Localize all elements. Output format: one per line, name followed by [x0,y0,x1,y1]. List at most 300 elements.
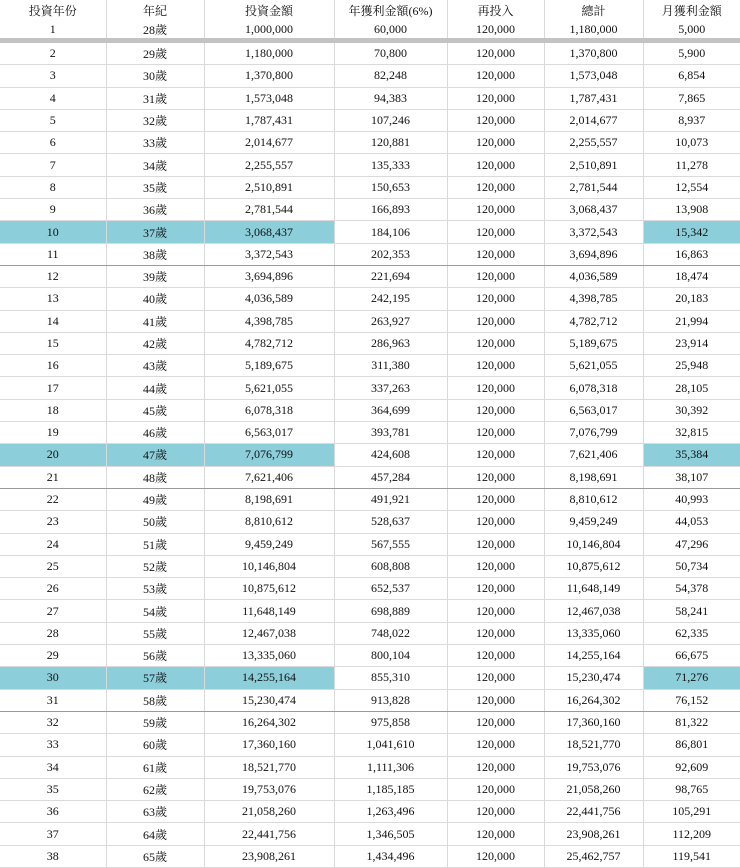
cell-annual-profit: 975,858 [334,711,447,733]
cell-year: 32 [0,711,106,733]
cell-year: 7 [0,154,106,176]
cell-investment-amount: 2,255,557 [204,154,334,176]
cell-monthly-profit: 54,378 [643,578,740,600]
cell-investment-amount: 3,372,543 [204,243,334,265]
cell-age: 64歲 [106,823,204,845]
cell-year: 18 [0,399,106,421]
cell-monthly-profit: 25,948 [643,355,740,377]
cell-annual-profit: 1,185,185 [334,778,447,800]
cell-investment-amount: 2,014,677 [204,132,334,154]
cell-total: 2,510,891 [544,154,643,176]
cell-total: 11,648,149 [544,578,643,600]
cell-year: 37 [0,823,106,845]
cell-total: 8,198,691 [544,466,643,488]
cell-reinvest: 120,000 [447,555,544,577]
cell-monthly-profit: 119,541 [643,845,740,867]
cell-monthly-profit: 5,000 [643,20,740,41]
cell-total: 7,621,406 [544,444,643,466]
cell-total: 16,264,302 [544,689,643,711]
cell-monthly-profit: 6,854 [643,65,740,87]
cell-monthly-profit: 112,209 [643,823,740,845]
cell-reinvest: 120,000 [447,199,544,221]
cell-monthly-profit: 16,863 [643,243,740,265]
cell-year: 27 [0,600,106,622]
cell-age: 54歲 [106,600,204,622]
table-row [0,243,740,265]
header-total: 總計 [544,0,643,20]
cell-investment-amount: 12,467,038 [204,622,334,644]
cell-annual-profit: 82,248 [334,65,447,87]
cell-investment-amount: 7,621,406 [204,466,334,488]
cell-annual-profit: 364,699 [334,399,447,421]
cell-annual-profit: 94,383 [334,87,447,109]
cell-age: 29歲 [106,41,204,65]
cell-reinvest: 120,000 [447,444,544,466]
cell-reinvest: 120,000 [447,355,544,377]
cell-age: 62歲 [106,778,204,800]
cell-age: 55歲 [106,622,204,644]
cell-reinvest: 120,000 [447,265,544,287]
cell-year: 15 [0,332,106,354]
cell-investment-amount: 10,146,804 [204,555,334,577]
cell-total: 21,058,260 [544,778,643,800]
cell-year: 10 [0,221,106,243]
cell-investment-amount: 17,360,160 [204,734,334,756]
table-row [0,87,740,109]
cell-year: 9 [0,199,106,221]
table-row [0,756,740,778]
table-row [0,199,740,221]
cell-annual-profit: 748,022 [334,622,447,644]
cell-reinvest: 120,000 [447,310,544,332]
table-row [0,444,740,466]
cell-monthly-profit: 81,322 [643,711,740,733]
table-row [0,154,740,176]
cell-reinvest: 120,000 [447,65,544,87]
cell-investment-amount: 6,078,318 [204,399,334,421]
cell-year: 16 [0,355,106,377]
cell-monthly-profit: 10,073 [643,132,740,154]
cell-investment-amount: 6,563,017 [204,422,334,444]
cell-year: 33 [0,734,106,756]
cell-total: 23,908,261 [544,823,643,845]
cell-total: 1,370,800 [544,41,643,65]
cell-total: 14,255,164 [544,645,643,667]
cell-annual-profit: 311,380 [334,355,447,377]
table-row [0,332,740,354]
cell-total: 6,563,017 [544,399,643,421]
cell-year: 4 [0,87,106,109]
cell-reinvest: 120,000 [447,288,544,310]
table-row [0,109,740,131]
cell-reinvest: 120,000 [447,645,544,667]
cell-monthly-profit: 15,342 [643,221,740,243]
cell-annual-profit: 457,284 [334,466,447,488]
cell-annual-profit: 120,881 [334,132,447,154]
cell-annual-profit: 1,111,306 [334,756,447,778]
cell-reinvest: 120,000 [447,622,544,644]
cell-monthly-profit: 66,675 [643,645,740,667]
cell-year: 1 [0,20,106,41]
cell-monthly-profit: 7,865 [643,87,740,109]
cell-investment-amount: 4,782,712 [204,332,334,354]
cell-age: 52歲 [106,555,204,577]
cell-monthly-profit: 13,908 [643,199,740,221]
cell-investment-amount: 4,036,589 [204,288,334,310]
cell-age: 32歲 [106,109,204,131]
cell-total: 5,621,055 [544,355,643,377]
cell-age: 46歲 [106,422,204,444]
cell-monthly-profit: 8,937 [643,109,740,131]
header-investment-year: 投資年份 [0,0,106,20]
cell-total: 17,360,160 [544,711,643,733]
cell-year: 34 [0,756,106,778]
cell-total: 4,782,712 [544,310,643,332]
table-row [0,221,740,243]
cell-annual-profit: 608,808 [334,555,447,577]
header-annual-profit: 年獲利金額(6%) [334,0,447,20]
table-row [0,288,740,310]
table-header [0,0,740,20]
cell-age: 63歲 [106,801,204,823]
table-row [0,265,740,287]
cell-annual-profit: 424,608 [334,444,447,466]
table-row [0,778,740,800]
cell-monthly-profit: 5,900 [643,41,740,65]
cell-total: 2,255,557 [544,132,643,154]
cell-year: 5 [0,109,106,131]
cell-investment-amount: 16,264,302 [204,711,334,733]
cell-total: 12,467,038 [544,600,643,622]
cell-reinvest: 120,000 [447,377,544,399]
table-row [0,511,740,533]
cell-reinvest: 120,000 [447,422,544,444]
cell-annual-profit: 567,555 [334,533,447,555]
cell-reinvest: 120,000 [447,132,544,154]
cell-age: 51歲 [106,533,204,555]
cell-annual-profit: 242,195 [334,288,447,310]
cell-age: 60歲 [106,734,204,756]
cell-investment-amount: 13,335,060 [204,645,334,667]
cell-annual-profit: 202,353 [334,243,447,265]
cell-annual-profit: 184,106 [334,221,447,243]
cell-annual-profit: 800,104 [334,645,447,667]
cell-age: 30歲 [106,65,204,87]
cell-annual-profit: 107,246 [334,109,447,131]
cell-annual-profit: 135,333 [334,154,447,176]
header-investment-amount: 投資金額 [204,0,334,20]
cell-monthly-profit: 50,734 [643,555,740,577]
cell-investment-amount: 4,398,785 [204,310,334,332]
cell-investment-amount: 8,810,612 [204,511,334,533]
cell-total: 1,787,431 [544,87,643,109]
cell-year: 19 [0,422,106,444]
cell-year: 26 [0,578,106,600]
cell-age: 58歲 [106,689,204,711]
cell-age: 38歲 [106,243,204,265]
cell-monthly-profit: 76,152 [643,689,740,711]
table-row [0,667,740,689]
table-row [0,555,740,577]
cell-investment-amount: 9,459,249 [204,533,334,555]
cell-reinvest: 120,000 [447,332,544,354]
cell-reinvest: 120,000 [447,154,544,176]
table-row [0,41,740,65]
cell-age: 50歲 [106,511,204,533]
cell-total: 19,753,076 [544,756,643,778]
cell-reinvest: 120,000 [447,511,544,533]
cell-total: 2,014,677 [544,109,643,131]
cell-annual-profit: 855,310 [334,667,447,689]
cell-reinvest: 120,000 [447,466,544,488]
cell-total: 1,180,000 [544,20,643,41]
cell-reinvest: 120,000 [447,87,544,109]
cell-reinvest: 120,000 [447,41,544,65]
cell-investment-amount: 2,781,544 [204,199,334,221]
cell-reinvest: 120,000 [447,778,544,800]
cell-investment-amount: 10,875,612 [204,578,334,600]
cell-total: 10,146,804 [544,533,643,555]
cell-reinvest: 120,000 [447,845,544,867]
cell-age: 45歲 [106,399,204,421]
cell-total: 6,078,318 [544,377,643,399]
cell-annual-profit: 698,889 [334,600,447,622]
cell-investment-amount: 3,694,896 [204,265,334,287]
cell-reinvest: 120,000 [447,221,544,243]
cell-year: 20 [0,444,106,466]
cell-total: 9,459,249 [544,511,643,533]
cell-monthly-profit: 62,335 [643,622,740,644]
cell-annual-profit: 913,828 [334,689,447,711]
cell-annual-profit: 1,263,496 [334,801,447,823]
cell-age: 42歲 [106,332,204,354]
cell-age: 65歲 [106,845,204,867]
cell-investment-amount: 1,180,000 [204,41,334,65]
cell-investment-amount: 1,000,000 [204,20,334,41]
cell-monthly-profit: 23,914 [643,332,740,354]
cell-year: 30 [0,667,106,689]
cell-reinvest: 120,000 [447,578,544,600]
cell-year: 22 [0,488,106,510]
cell-year: 17 [0,377,106,399]
cell-age: 59歲 [106,711,204,733]
table-row [0,645,740,667]
cell-year: 11 [0,243,106,265]
cell-annual-profit: 393,781 [334,422,447,444]
cell-investment-amount: 1,370,800 [204,65,334,87]
cell-age: 37歲 [106,221,204,243]
table-body [0,20,740,867]
cell-age: 44歲 [106,377,204,399]
header-age: 年紀 [106,0,204,20]
cell-total: 10,875,612 [544,555,643,577]
cell-annual-profit: 166,893 [334,199,447,221]
cell-investment-amount: 1,573,048 [204,87,334,109]
cell-investment-amount: 2,510,891 [204,176,334,198]
cell-investment-amount: 14,255,164 [204,667,334,689]
cell-year: 35 [0,778,106,800]
cell-monthly-profit: 38,107 [643,466,740,488]
table-row [0,845,740,867]
cell-annual-profit: 60,000 [334,20,447,41]
cell-reinvest: 120,000 [447,399,544,421]
cell-annual-profit: 652,537 [334,578,447,600]
cell-annual-profit: 150,653 [334,176,447,198]
cell-year: 6 [0,132,106,154]
cell-year: 25 [0,555,106,577]
table-row [0,65,740,87]
table-row [0,132,740,154]
table-row [0,801,740,823]
cell-year: 28 [0,622,106,644]
cell-year: 38 [0,845,106,867]
cell-monthly-profit: 58,241 [643,600,740,622]
table-row [0,488,740,510]
cell-reinvest: 120,000 [447,734,544,756]
cell-investment-amount: 15,230,474 [204,689,334,711]
cell-monthly-profit: 44,053 [643,511,740,533]
cell-investment-amount: 3,068,437 [204,221,334,243]
cell-investment-amount: 5,189,675 [204,355,334,377]
cell-investment-amount: 19,753,076 [204,778,334,800]
cell-total: 8,810,612 [544,488,643,510]
cell-year: 8 [0,176,106,198]
cell-year: 14 [0,310,106,332]
cell-total: 4,036,589 [544,265,643,287]
cell-annual-profit: 1,346,505 [334,823,447,845]
header-row [0,0,740,20]
cell-year: 36 [0,801,106,823]
cell-monthly-profit: 12,554 [643,176,740,198]
cell-year: 24 [0,533,106,555]
table-row [0,600,740,622]
cell-monthly-profit: 92,609 [643,756,740,778]
cell-year: 29 [0,645,106,667]
cell-total: 25,462,757 [544,845,643,867]
table-row [0,622,740,644]
cell-investment-amount: 11,648,149 [204,600,334,622]
table-row [0,689,740,711]
cell-monthly-profit: 86,801 [643,734,740,756]
cell-reinvest: 120,000 [447,801,544,823]
cell-investment-amount: 1,787,431 [204,109,334,131]
cell-investment-amount: 18,521,770 [204,756,334,778]
cell-monthly-profit: 40,993 [643,488,740,510]
cell-total: 7,076,799 [544,422,643,444]
table-row [0,355,740,377]
cell-age: 48歲 [106,466,204,488]
cell-age: 56歲 [106,645,204,667]
cell-age: 36歲 [106,199,204,221]
cell-monthly-profit: 98,765 [643,778,740,800]
cell-annual-profit: 263,927 [334,310,447,332]
cell-total: 3,694,896 [544,243,643,265]
cell-annual-profit: 1,041,610 [334,734,447,756]
table-row [0,734,740,756]
cell-monthly-profit: 28,105 [643,377,740,399]
cell-age: 47歲 [106,444,204,466]
cell-annual-profit: 491,921 [334,488,447,510]
table-row [0,533,740,555]
cell-age: 61歲 [106,756,204,778]
cell-age: 31歲 [106,87,204,109]
cell-age: 28歲 [106,20,204,41]
cell-age: 34歲 [106,154,204,176]
cell-reinvest: 120,000 [447,600,544,622]
cell-age: 57歲 [106,667,204,689]
cell-reinvest: 120,000 [447,689,544,711]
cell-total: 3,372,543 [544,221,643,243]
cell-monthly-profit: 20,183 [643,288,740,310]
cell-monthly-profit: 18,474 [643,265,740,287]
cell-total: 15,230,474 [544,667,643,689]
cell-year: 3 [0,65,106,87]
cell-reinvest: 120,000 [447,823,544,845]
cell-monthly-profit: 35,384 [643,444,740,466]
cell-reinvest: 120,000 [447,176,544,198]
cell-reinvest: 120,000 [447,243,544,265]
cell-year: 13 [0,288,106,310]
cell-reinvest: 120,000 [447,533,544,555]
cell-annual-profit: 528,637 [334,511,447,533]
cell-monthly-profit: 30,392 [643,399,740,421]
table-row [0,399,740,421]
cell-investment-amount: 21,058,260 [204,801,334,823]
table-row [0,176,740,198]
header-reinvest: 再投入 [447,0,544,20]
cell-monthly-profit: 71,276 [643,667,740,689]
cell-investment-amount: 23,908,261 [204,845,334,867]
cell-year: 21 [0,466,106,488]
cell-age: 43歲 [106,355,204,377]
table-row [0,422,740,444]
table-row [0,466,740,488]
cell-age: 35歲 [106,176,204,198]
cell-total: 18,521,770 [544,734,643,756]
cell-investment-amount: 8,198,691 [204,488,334,510]
table-row [0,310,740,332]
cell-year: 23 [0,511,106,533]
cell-age: 53歲 [106,578,204,600]
cell-investment-amount: 5,621,055 [204,377,334,399]
cell-investment-amount: 22,441,756 [204,823,334,845]
cell-reinvest: 120,000 [447,756,544,778]
cell-year: 12 [0,265,106,287]
cell-age: 49歲 [106,488,204,510]
table-row [0,377,740,399]
cell-monthly-profit: 105,291 [643,801,740,823]
cell-annual-profit: 286,963 [334,332,447,354]
table-row [0,823,740,845]
cell-year: 31 [0,689,106,711]
cell-total: 5,189,675 [544,332,643,354]
cell-reinvest: 120,000 [447,109,544,131]
header-monthly-profit: 月獲利金額 [661,3,722,18]
cell-reinvest: 120,000 [447,488,544,510]
cell-total: 13,335,060 [544,622,643,644]
cell-age: 33歲 [106,132,204,154]
cell-annual-profit: 70,800 [334,41,447,65]
cell-monthly-profit: 21,994 [643,310,740,332]
table-row [0,711,740,733]
cell-monthly-profit: 11,278 [643,154,740,176]
cell-reinvest: 120,000 [447,711,544,733]
cell-total: 2,781,544 [544,176,643,198]
cell-annual-profit: 337,263 [334,377,447,399]
cell-age: 39歲 [106,265,204,287]
cell-annual-profit: 221,694 [334,265,447,287]
cell-year: 2 [0,41,106,65]
